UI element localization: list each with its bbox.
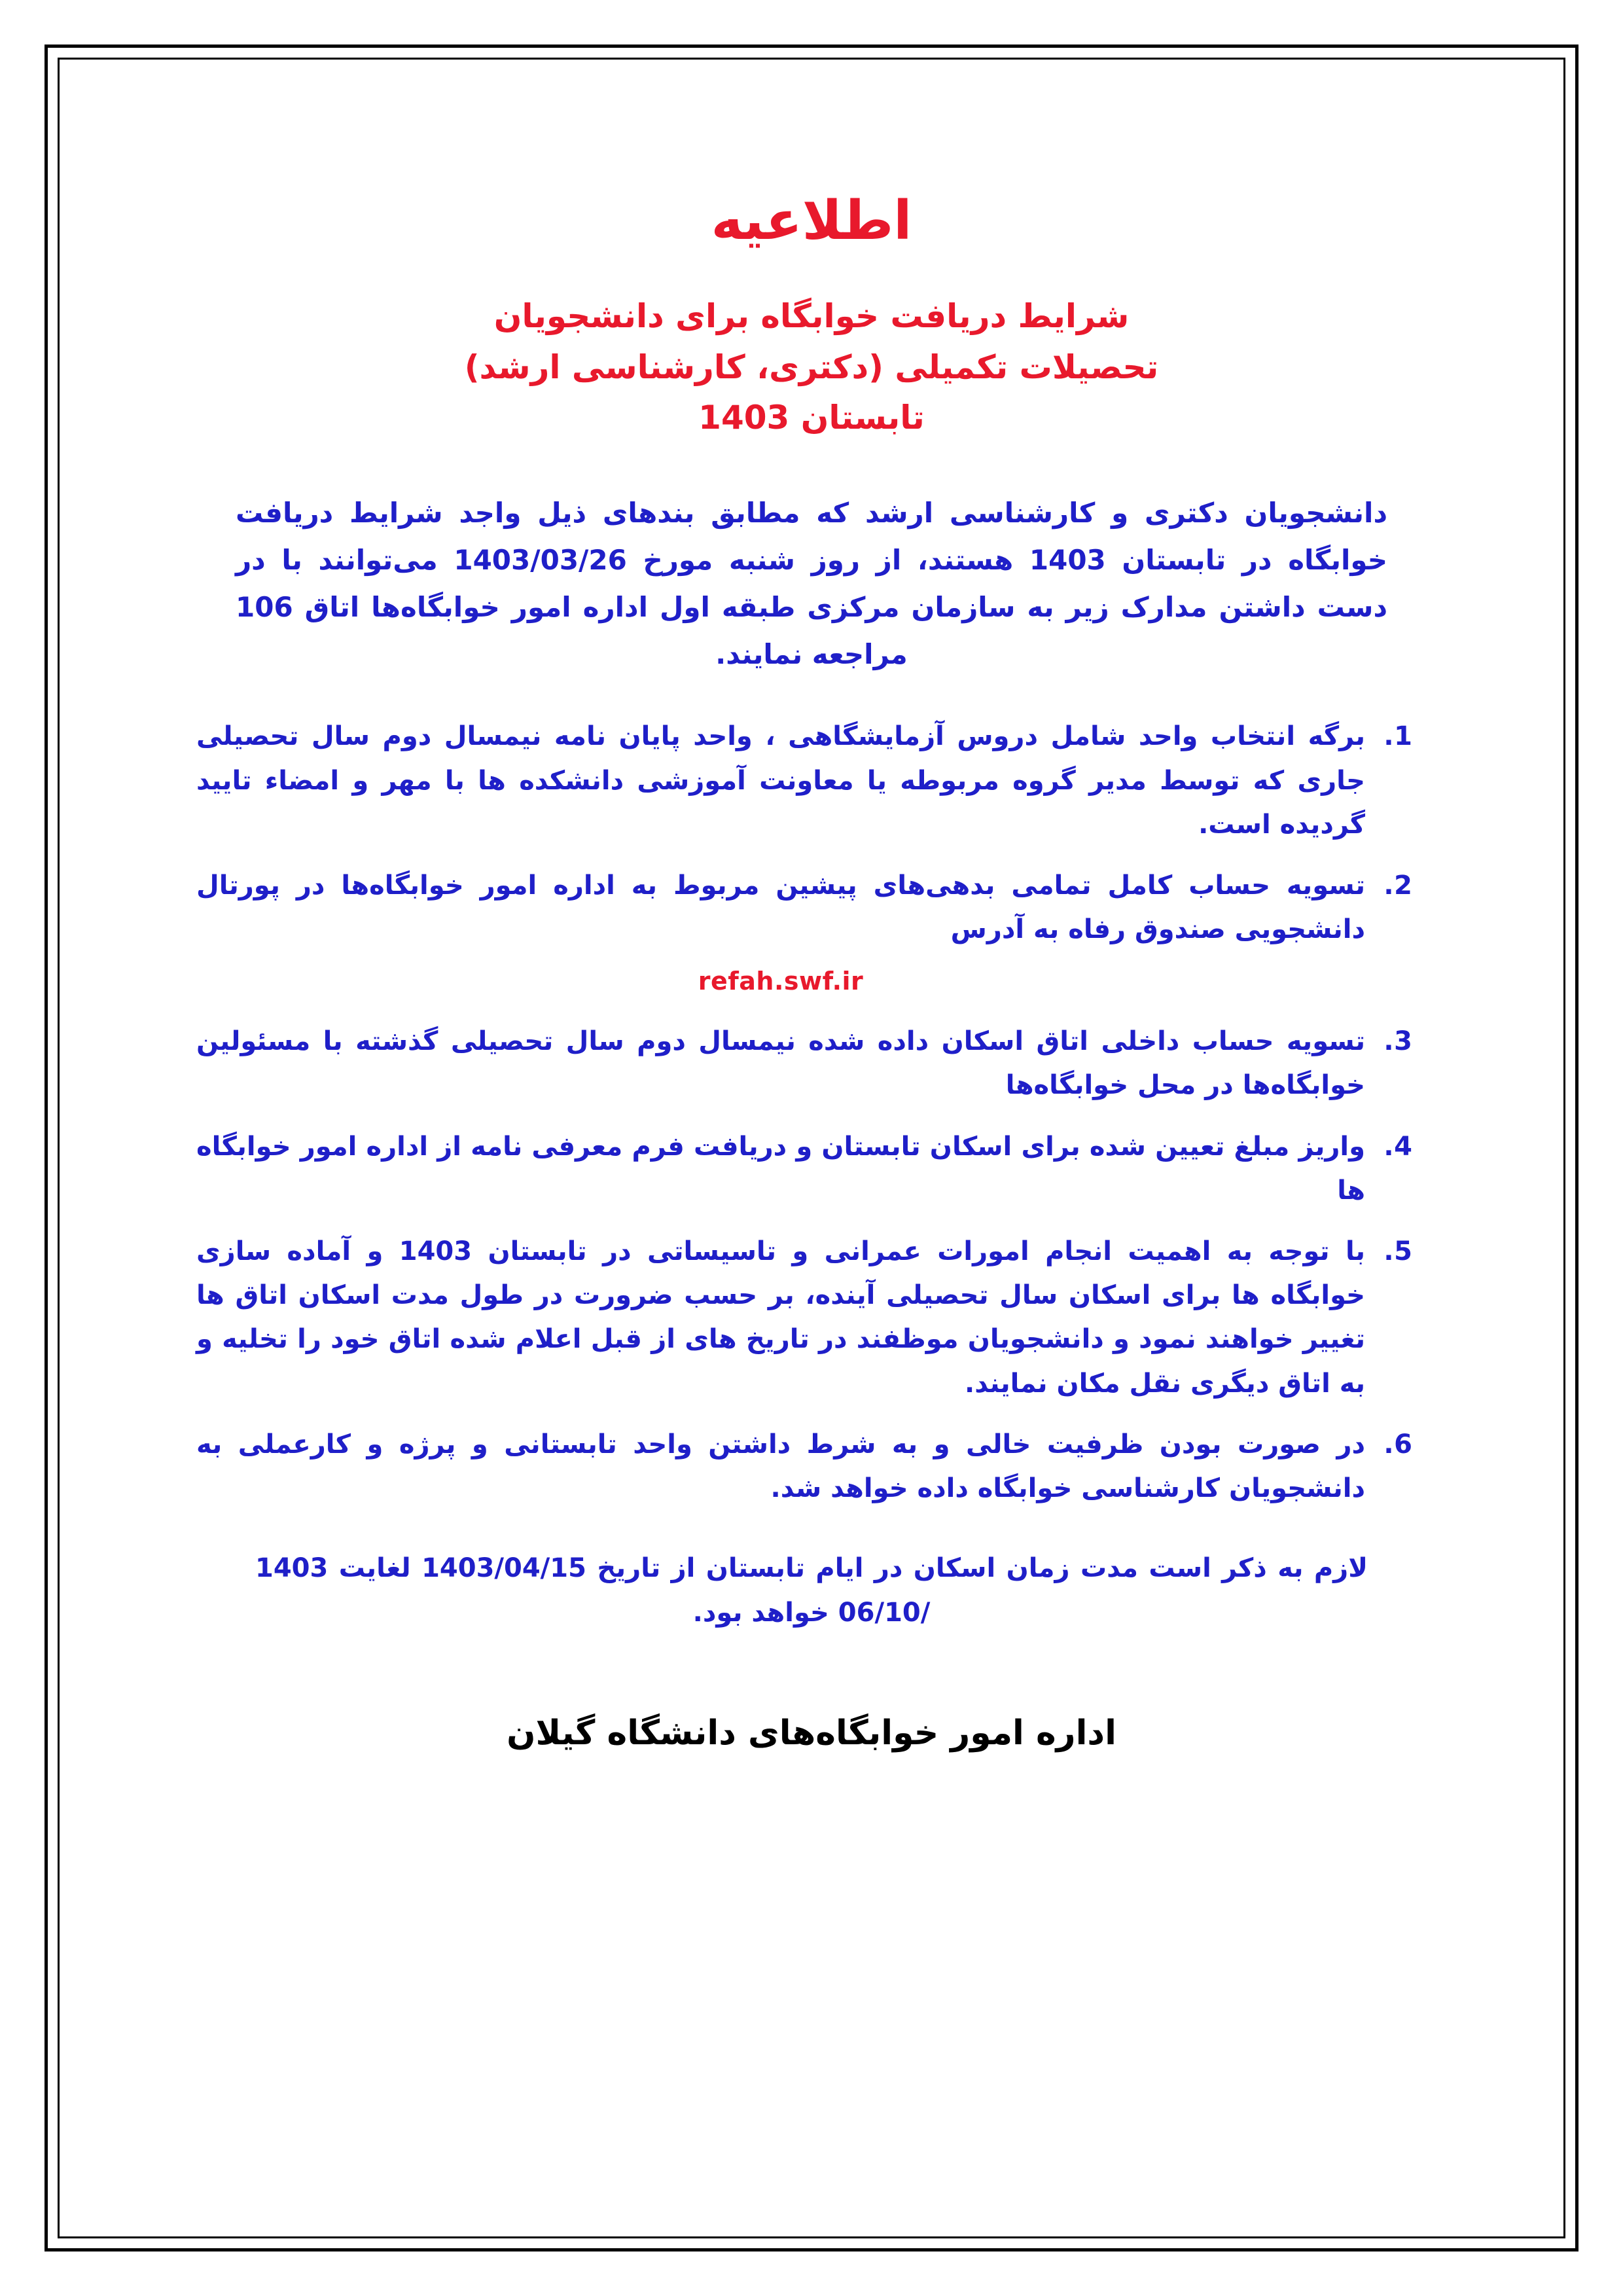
list-item-text: در صورت بودن ظرفیت خالی و به شرط داشتن واحد تابستانی و پرژه و کارعملی به دانشجویان کارشناسی خوابگاه داده خواهد شد. <box>196 1429 1365 1503</box>
subtitle-line-3: تابستان 1403 <box>698 399 925 437</box>
list-item-text: تسویه حساب داخلی اتاق اسکان داده شده نیمسال دوم سال تحصیلی گذشته با مسئولین خوابگاه‌ها در محل خوابگاه‌ها <box>196 1026 1365 1101</box>
page-subtitle <box>275 291 1348 444</box>
list-item-text: با توجه به اهمیت انجام امورات عمرانی و تاسیساتی در تابستان 1403 و آماده سازی خوابگاه ها برای اسکان سال تحصیلی آینده، بر حسب ضرورت در طول مدت اسکان اتاق ها تغییر خواهند نمود و دانشجویان موظفند در تاریخ های از قبل اعلام شده اتاق خود را تخلیه و به اتاق دیگری نقل مکان نمایند. <box>196 1236 1365 1399</box>
signature-line: اداره امور خوابگاه‌های دانشگاه گیلان <box>507 1713 1116 1753</box>
page-title: اطلاعیه <box>711 190 912 252</box>
list-item <box>196 1230 1374 1406</box>
subtitle-line-2: تحصیلات تکمیلی (دکتری، کارشناسی ارشد) <box>464 348 1159 386</box>
duration-note: لازم به ذکر است مدت زمان اسکان در ایام تابستان از تاریخ 1403/04/15 لغایت 1403 /06/10 خواهد بود. <box>255 1553 1368 1628</box>
list-item-text: واریز مبلغ تعیین شده برای اسکان تابستان و دریافت فرم معرفی نامه از اداره امور خوابگاه ها <box>196 1131 1365 1206</box>
list-item <box>196 1020 1374 1107</box>
list-item <box>196 1125 1374 1213</box>
list-item-text: تسویه حساب کامل تمامی بدهی‌های پیشین مربوط به اداره امور خوابگاه‌ها در پورتال دانشجویی صندوق رفاه به آدرس <box>196 870 1365 945</box>
document-content <box>98 98 1525 2217</box>
list-item <box>196 715 1374 847</box>
list-item-text: برگه انتخاب واحد شامل دروس آزمایشگاهی ، واحد پایان نامه نیمسال دوم سال تحصیلی جاری که توسط مدیر گروه مربوطه یا معاونت آموزشی دانشکده ها با مهر و امضاء تایید گردیده است. <box>196 721 1365 840</box>
intro-paragraph: دانشجویان دکتری و کارشناسی ارشد که مطابق بندهای ذیل واجد شرایط دریافت خوابگاه در تابستان 1403 هستند، از روز شنبه مورخ 1403/03/26 می‌توانند با در دست داشتن مدارک زیر به سازمان مرکزی طبقه اول اداره امور خوابگاه‌ها اتاق 106 مراجعه نمایند. <box>236 496 1388 671</box>
refah-portal-link[interactable]: refah.swf.ir <box>698 967 864 996</box>
conditions-list <box>196 715 1427 1511</box>
list-item <box>196 864 1374 1003</box>
list-item <box>196 1423 1374 1511</box>
subtitle-line-1: شرایط دریافت خوابگاه برای دانشجویان <box>493 297 1130 335</box>
